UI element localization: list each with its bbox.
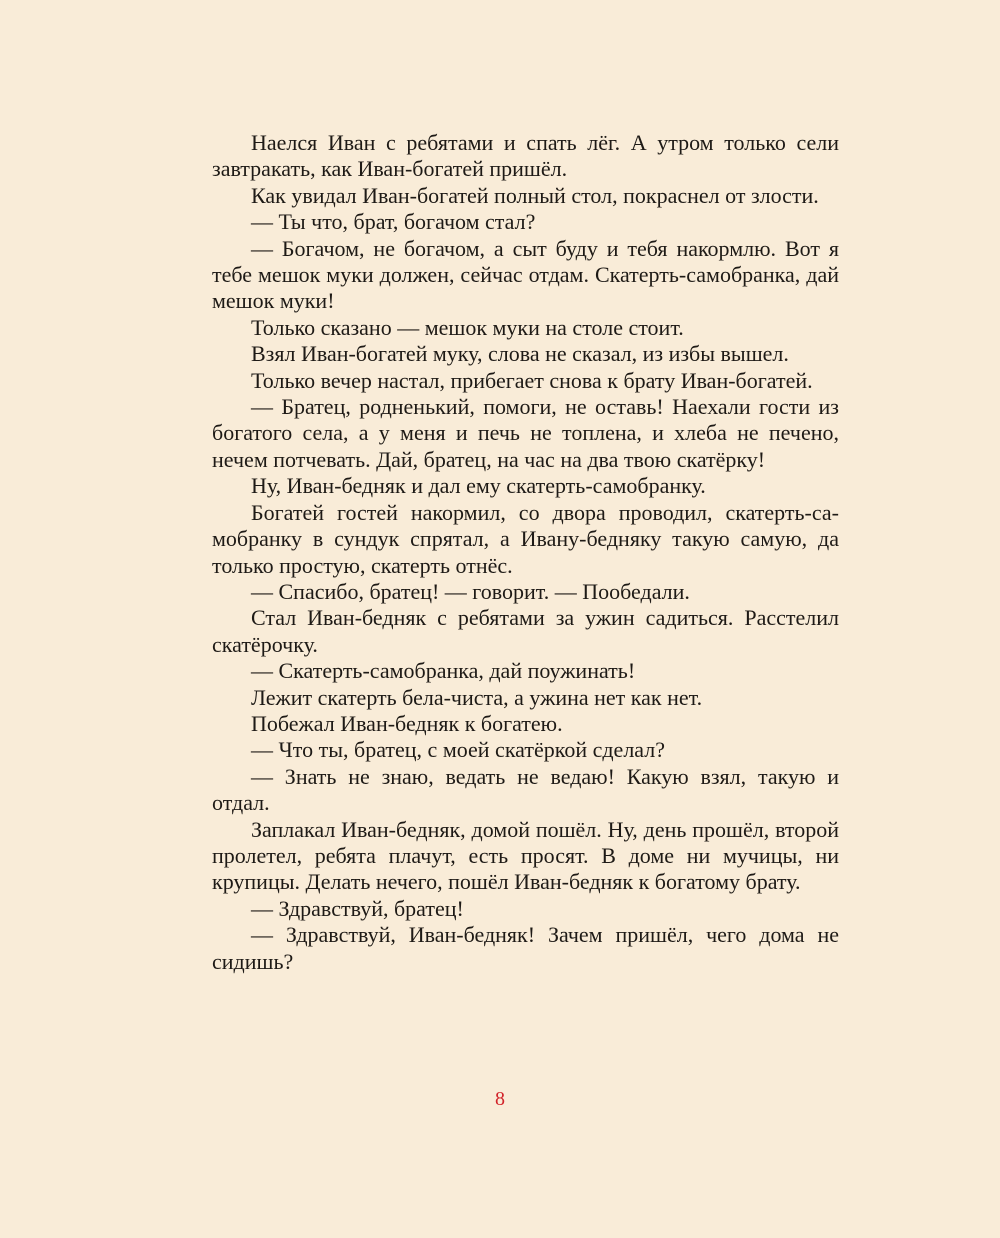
paragraph: — Здравствуй, Иван-бедняк! Зачем пришёл, чего дома не сидишь? <box>212 922 839 974</box>
paragraph: — Знать не знаю, ведать не ведаю! Какую взял, такую и отдал. <box>212 763 839 816</box>
paragraph: Только вечер настал, прибегает снова к брату Иван-богатей. <box>251 367 813 393</box>
paragraph: Богатей гостей накормил, со двора проводил, скатерть-самобранку в сундук спрятал, а Ивану-бедняку такую самую, да только простую, скатерть отнёс. <box>212 499 839 578</box>
paragraph: — Братец, родненький, помоги, не оставь! Наехали гости из богатого села, а у меня и печь не топлена, и хлеба не печено, нечем потчевать. Дай, братец, на час на два твою скатёрку! <box>212 394 839 472</box>
paragraph: — Богачом, не богачом, а сыт буду и тебя накормлю. Вот я тебе мешок муки должен, сейчас отдам. Скатерть-самобранка, дай мешок муки! <box>212 235 839 314</box>
text-body <box>212 130 839 975</box>
paragraph: Заплакал Иван-бедняк, домой пошёл. Ну, день прошёл, второй пролетел, ребята плачут, есть просят. В доме ни мучицы, ни крупицы. Делать нечего, пошёл Иван-бедняк к богатому брату. <box>212 816 839 895</box>
paragraph: — Ты что, брат, богачом стал? <box>251 209 536 235</box>
paragraph: Наелся Иван с ребятами и спать лёг. А утром только сели завтракать, как Иван-богатей пришёл. <box>212 130 839 182</box>
paragraph: — Скатерть-самобранка, дай поужинать! <box>251 658 636 684</box>
paragraph: Побежал Иван-бедняк к богатею. <box>251 710 563 736</box>
paragraph: Стал Иван-бедняк с ребятами за ужин садиться. Расстелил скатёрочку. <box>212 605 839 657</box>
paragraph: — Что ты, братец, с моей скатёркой сделал? <box>251 737 665 763</box>
paragraph: Ну, Иван-бедняк и дал ему скатерть-самобранку. <box>251 473 706 499</box>
paragraph: Только сказано — мешок муки на столе стоит. <box>251 314 684 340</box>
page-number: 8 <box>495 1088 505 1110</box>
paragraph: Лежит скатерть бела-чиста, а ужина нет как нет. <box>251 684 703 710</box>
paragraph: — Здравствуй, братец! <box>251 895 464 921</box>
paragraph: Взял Иван-богатей муку, слова не сказал, из избы вышел. <box>251 341 789 367</box>
paragraph: Как увидал Иван-богатей полный стол, покраснел от злости. <box>251 182 819 208</box>
paragraph: — Спасибо, братец! — говорит. — Пообедали. <box>251 578 690 604</box>
